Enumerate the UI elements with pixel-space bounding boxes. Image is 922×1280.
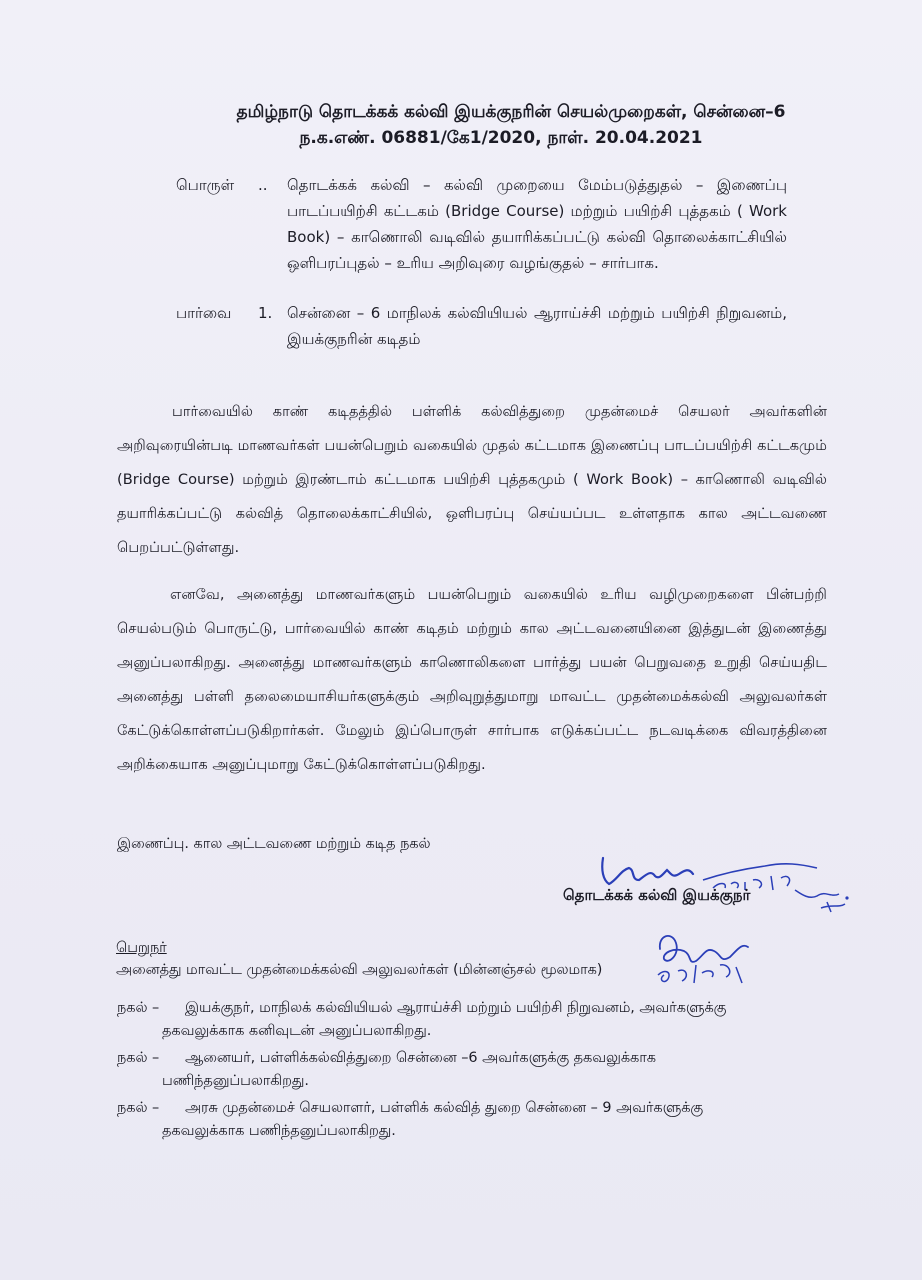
enclosure-line: இணைப்பு. கால அட்டவணை மற்றும் கடித நகல் — [117, 836, 431, 852]
copy-1-line-2: தகவலுக்காக கனிவுடன் அனுப்பலாகிறது. — [162, 1023, 432, 1039]
copy-3-line-1: அரசு முதன்மைச் செயலாளர், பள்ளிக் கல்வித் துறை சென்னை – 9 அவர்களுக்கு — [185, 1100, 704, 1116]
body-paragraph-2: எனவே, அனைத்து மாணவர்களும் பயன்பெறும் வகையில் உரிய வழிமுறைகளை பின்பற்றி செயல்படும் பொருட்டு, பார்வையில் காண் கடிதம் மற்றும் கால அட்டவனையினை இத்துடன் இணைத்து அனுப்பலாகிறது. அனைத்து மாணவர்களும் காணொலிகளை பார்த்து பயன் பெறுவதை உறுதி செய்யதிட அனைத்து பள்ளி தலைமையாசியர்களுக்கும் அறிவுறுத்துமாறு மாவட்ட முதன்மைக்கல்வி அலுவலர்கள் கேட்டுக்கொள்ளப்படுகிறார்கள். மேலும் இப்பொருள் சார்பாக எடுக்கப்பட்ட நடவடிக்கை விவரத்தினை அறிக்கையாக அனுப்புமாறு கேட்டுக்கொள்ளப்படுகிறது. — [117, 586, 827, 773]
recipients-label: பெறுநர் — [116, 940, 167, 956]
reference-text: சென்னை – 6 மாநிலக் கல்வியியல் ஆராய்ச்சி மற்றும் பயிற்சி நிறுவனம், இயக்குநரின் கடிதம் — [287, 304, 787, 348]
copy-2-line-2: பணிந்தனுப்பலாகிறது. — [162, 1073, 309, 1089]
copy-1-prefix: நகல் – — [117, 1000, 160, 1016]
copy-2-line-1: ஆனையர், பள்ளிக்கல்வித்துறை சென்னை –6 அவர்களுக்கு தகவலுக்காக — [185, 1050, 656, 1066]
signatory-title: தொடக்கக் கல்வி இயக்குநர் — [563, 886, 751, 904]
copy-3-prefix: நகல் – — [117, 1100, 160, 1116]
subject-separator: .. — [258, 176, 268, 194]
reference-label: பார்வை — [176, 304, 232, 322]
recipients-text: அனைத்து மாவட்ட முதன்மைக்கல்வி அலுவலர்கள் (மின்னஞ்சல் மூலமாக) — [116, 962, 603, 978]
subject-label: பொருள் — [176, 176, 235, 194]
body-paragraph-1: பார்வையில் காண் கடிதத்தில் பள்ளிக் கல்வித்துறை முதன்மைச் செயலர் அவர்களின் அறிவுரையின்படி மாணவர்கள் பயன்பெறும் வகையில் முதல் கட்டமாக இணைப்பு பாடப்பயிற்சி கட்டகமும் (Bridge Course) மற்றும் இரண்டாம் கட்டமாக பயிற்சி புத்தகமும் ( Work Book) – காணொலி வடிவில் தயாரிக்கப்பட்டு கல்வித் தொலைக்காட்சியில், ஒளிபரப்பு செய்யப்பட உள்ளதாக கால அட்டவணை பெறப்பட்டுள்ளது. — [117, 403, 827, 556]
letter-heading: தமிழ்நாடு தொடக்கக் கல்வி இயக்குநரின் செயல்முறைகள், சென்னை–6 — [236, 102, 786, 122]
copy-2-prefix: நகல் – — [117, 1050, 160, 1066]
copy-1-line-1: இயக்குநர், மாநிலக் கல்வியியல் ஆராய்ச்சி மற்றும் பயிற்சி நிறுவனம், அவர்களுக்கு — [185, 1000, 727, 1016]
initials-image — [650, 925, 760, 995]
subject-text: தொடக்கக் கல்வி – கல்வி முறையை மேம்படுத்துதல் – இணைப்பு பாடப்பயிற்சி கட்டகம் (Bridge Course) மற்றும் பயிற்சி புத்தகம் ( Work Book) – காணொலி வடிவில் தயாரிக்கப்பட்டு கல்வி தொலைக்காட்சியில் ஒளிபரப்புதல் – உரிய அறிவுரை வழங்குதல் – சார்பாக. — [287, 176, 787, 272]
copy-3-line-2: தகவலுக்காக பணிந்தனுப்பலாகிறது. — [162, 1123, 396, 1139]
reference-number: 1. — [258, 304, 273, 322]
reference-number-date: ந.க.எண். 06881/கே1/2020, நாள். 20.04.2021 — [299, 128, 703, 148]
